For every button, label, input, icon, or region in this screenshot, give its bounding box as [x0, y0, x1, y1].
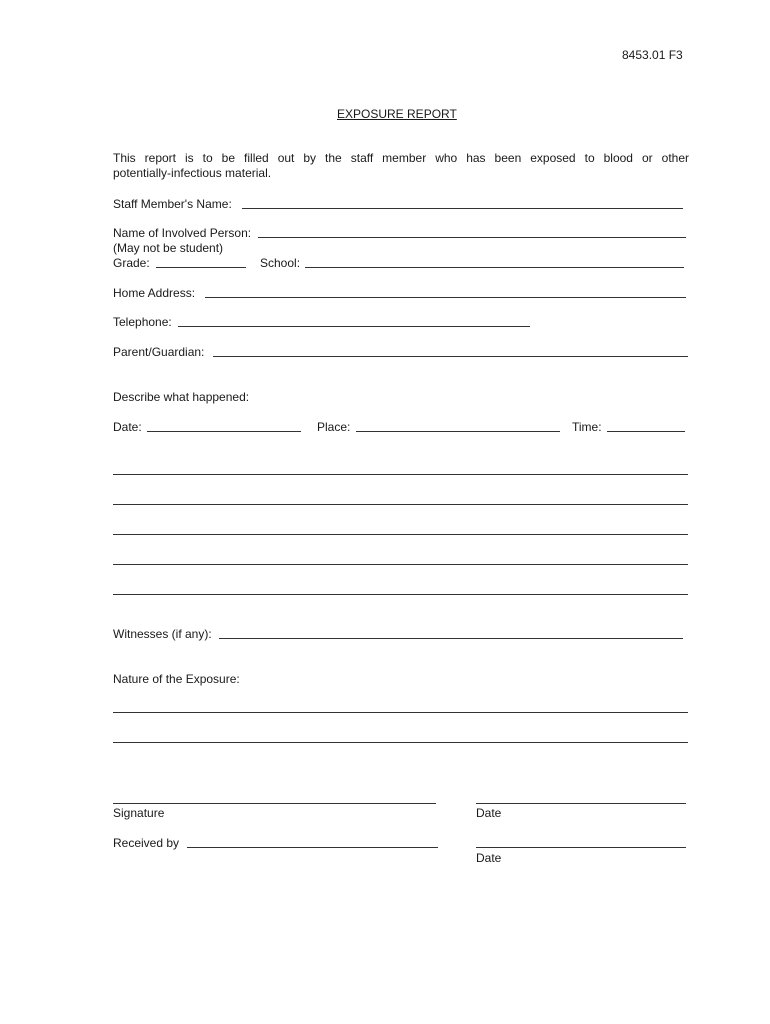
intro-paragraph [113, 151, 689, 181]
signature-label: Signature [113, 806, 165, 820]
grade-label: Grade: [113, 256, 150, 270]
description-line[interactable] [113, 474, 688, 475]
description-line[interactable] [113, 564, 688, 565]
describe-label: Describe what happened: [113, 390, 250, 404]
date-label: Date: [113, 420, 142, 434]
staff-member-name-label: Staff Member's Name: [113, 197, 232, 211]
nature-label: Nature of the Exposure: [113, 672, 240, 686]
witnesses-field[interactable] [219, 638, 683, 639]
parent-guardian-field[interactable] [213, 356, 688, 357]
school-field[interactable] [305, 267, 684, 268]
received-by-field[interactable] [187, 847, 438, 848]
time-field[interactable] [607, 431, 685, 432]
telephone-label: Telephone: [113, 315, 172, 329]
page-title: EXPOSURE REPORT [337, 107, 457, 121]
nature-line[interactable] [113, 742, 688, 743]
date-field[interactable] [147, 431, 301, 432]
involved-person-field[interactable] [258, 237, 686, 238]
staff-member-name-field[interactable] [242, 208, 683, 209]
school-label: School: [260, 256, 301, 270]
home-address-field[interactable] [205, 297, 686, 298]
signature-date-label: Date [476, 806, 502, 820]
received-date-label: Date [476, 851, 502, 865]
home-address-label: Home Address: [113, 286, 196, 300]
place-field[interactable] [356, 431, 560, 432]
time-label: Time: [572, 420, 602, 434]
received-by-label: Received by [113, 836, 180, 850]
telephone-field[interactable] [178, 326, 530, 327]
intro-line-2: potentially-infectious material. [113, 166, 272, 180]
description-line[interactable] [113, 594, 688, 595]
grade-field[interactable] [156, 267, 246, 268]
parent-guardian-label: Parent/Guardian: [113, 345, 205, 359]
intro-line-1: This report is to be filled out by the staff member who has been exposed to blood or other [113, 151, 689, 165]
place-label: Place: [317, 420, 351, 434]
witnesses-label: Witnesses (if any): [113, 627, 212, 641]
not-student-note: (May not be student) [113, 241, 224, 255]
description-line[interactable] [113, 534, 688, 535]
form-code: 8453.01 F3 [622, 48, 683, 62]
signature-field[interactable] [113, 803, 436, 804]
description-line[interactable] [113, 504, 688, 505]
signature-date-field[interactable] [476, 803, 686, 804]
received-date-field[interactable] [476, 847, 686, 848]
nature-line[interactable] [113, 712, 688, 713]
involved-person-label: Name of Involved Person: [113, 226, 252, 240]
